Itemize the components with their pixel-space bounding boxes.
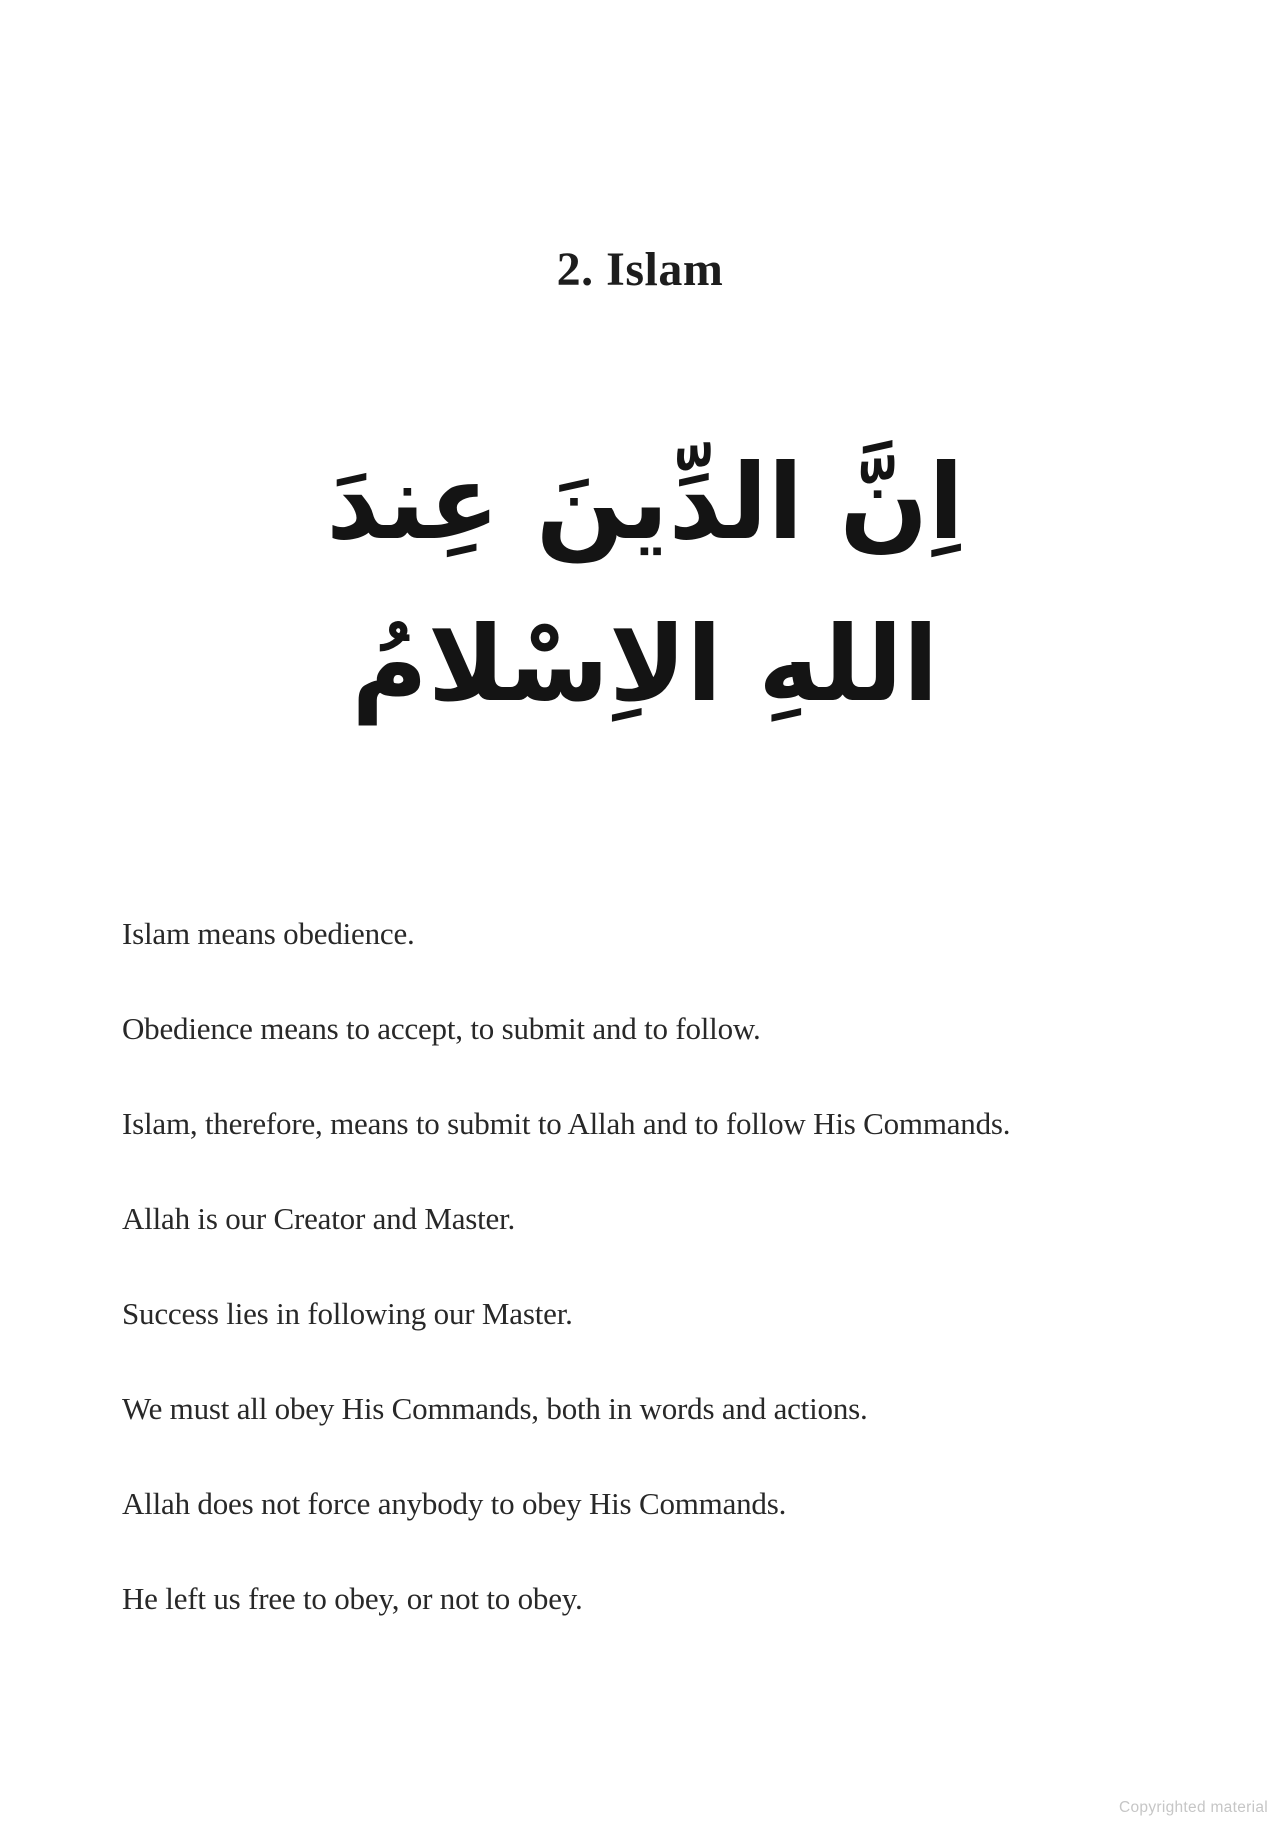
paragraph: He left us free to obey, or not to obey.: [122, 1581, 583, 1616]
paragraph: Success lies in following our Master.: [122, 1296, 573, 1331]
arabic-calligraphy-image: اِنَّ الدِّينَ عِندَ اللهِ الاِسْلامُ: [326, 441, 964, 725]
paragraph: Allah does not force anybody to obey His Commands.: [122, 1486, 787, 1521]
paragraph: Islam, therefore, means to submit to Allah and to follow His Commands.: [122, 1106, 1011, 1141]
copyright-watermark: Copyrighted material: [1118, 1799, 1268, 1816]
paragraph: Islam means obedience.: [122, 916, 415, 951]
chapter-title: 2. Islam: [556, 243, 724, 296]
paragraph: We must all obey His Commands, both in words and actions.: [122, 1391, 868, 1426]
paragraph: Obedience means to accept, to submit and to follow.: [122, 1011, 761, 1046]
paragraph: Allah is our Creator and Master.: [122, 1201, 516, 1236]
